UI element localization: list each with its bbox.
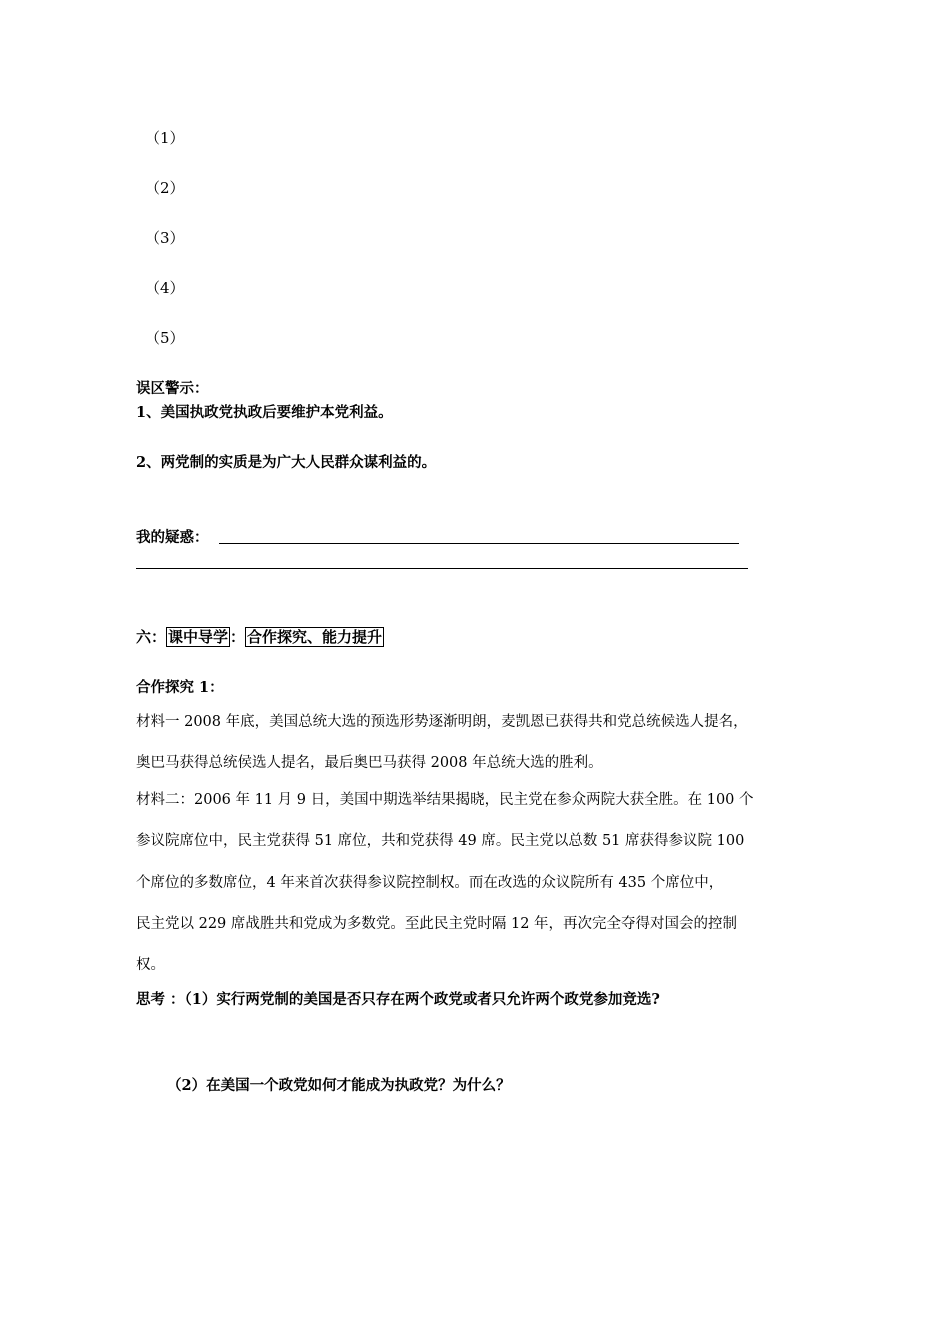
- section6-prefix: 六：: [136, 628, 167, 646]
- material1-line-2: 奥巴马获得总统侯选人提名，最后奥巴马获得 2008 年总统大选的胜利。: [136, 755, 603, 771]
- material2-line-4: 民主党以 229 席战胜共和党成为多数党。至此民主党时隔 12 年，再次完全夺得对国会的控制: [136, 916, 738, 932]
- thinking-question-2: （2）在美国一个政党如何才能成为执政党？为什么？: [167, 1077, 511, 1094]
- doubt-label: 我的疑惑：: [136, 529, 209, 546]
- blank-item-3: （3）: [145, 229, 185, 247]
- blank-item-4: （4）: [145, 279, 185, 297]
- material2-line-2: 参议院席位中，民主党获得 51 席位，共和党获得 49 席。民主党以总数 51 席获得参议院 100: [136, 833, 745, 849]
- warning-item-2: 2、两党制的实质是为广大人民群众谋利益的。: [136, 454, 437, 471]
- blank-item-2: （2）: [145, 179, 185, 197]
- warning-item-1: 1、美国执政党执政后要维护本党利益。: [136, 404, 393, 421]
- warning-title: 误区警示：: [136, 380, 209, 397]
- doubt-answer-line-2[interactable]: [136, 568, 748, 569]
- material1-line-1: 材料一 2008 年底，美国总统大选的预选形势逐渐明朗，麦凯恩已获得共和党总统候选人提名，: [136, 714, 748, 730]
- section6-separator: ：: [230, 628, 246, 646]
- section6-box-cooperate: 合作探究、能力提升: [247, 628, 383, 646]
- thinking-question-1: 思考 ：（1）实行两党制的美国是否只存在两个政党或者只允许两个政党参加竞选?: [136, 991, 660, 1008]
- material2-line-5: 权。: [136, 957, 165, 973]
- doubt-answer-line-1[interactable]: [219, 543, 739, 544]
- coop-title: 合作探究 1：: [136, 679, 224, 696]
- section6-heading: [136, 626, 384, 647]
- material2-line-3: 个席位的多数席位，4 年来首次获得参议院控制权。而在改选的众议院所有 435 个席位中，: [136, 875, 724, 891]
- blank-item-1: （1）: [145, 129, 185, 147]
- section6-box-guide: 课中导学: [168, 628, 229, 646]
- material2-line-1: 材料二：2006 年 11 月 9 日，美国中期选举结果揭晓，民主党在参众两院大获全胜。在 100 个: [136, 792, 754, 808]
- blank-item-5: （5）: [145, 329, 185, 347]
